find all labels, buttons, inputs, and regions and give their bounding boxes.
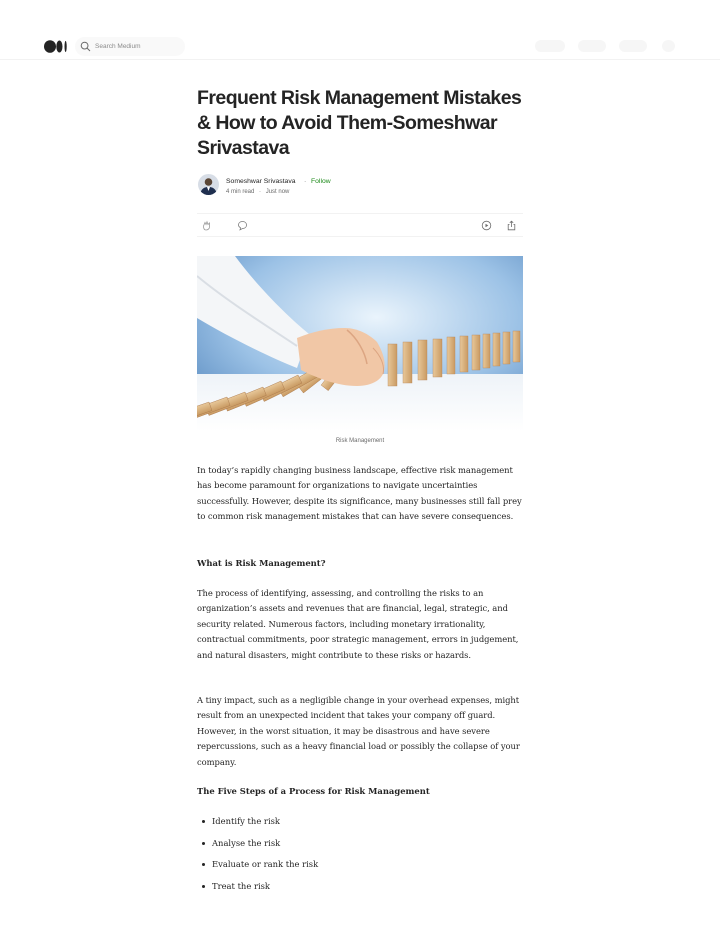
read-time: 4 min read <box>226 189 255 195</box>
play-icon[interactable] <box>481 220 492 231</box>
nav-placeholder-write[interactable] <box>535 40 565 52</box>
paragraph-definition: The process of identifying, assessing, and controlling the risks to an organization’s assets and revenues that are financial, legal, strategic, and security related. Numerous factors, including monetary irrationality, contractual commitments, poor strategic management, errors in judgement, and natural disasters, might contribute to these risks or hazards. <box>197 588 519 660</box>
share-icon[interactable] <box>506 220 517 231</box>
comment-icon[interactable] <box>237 220 248 231</box>
author-avatar-image <box>198 174 219 195</box>
image-caption: Risk Management <box>335 438 385 444</box>
clap-icon[interactable] <box>201 220 212 231</box>
dominoes-illustration <box>197 256 523 431</box>
medium-logo-icon[interactable] <box>44 40 68 53</box>
avatar[interactable] <box>198 174 219 195</box>
meta-separator: · <box>259 189 262 195</box>
list-item: Analyse the risk <box>197 836 523 858</box>
author-separator: · <box>304 178 307 185</box>
steps-list <box>197 814 523 900</box>
search-input[interactable]: Search Medium <box>95 43 141 50</box>
hero-image <box>197 256 523 431</box>
article-meta <box>226 188 289 197</box>
list-item: Evaluate or rank the risk <box>197 857 523 879</box>
heading-what-is-risk-management: What is Risk Management? <box>197 558 326 568</box>
search-bar[interactable] <box>75 37 185 56</box>
heading-five-steps: The Five Steps of a Process for Risk Management <box>197 786 430 796</box>
follow-button[interactable]: Follow <box>311 178 331 185</box>
paragraph-intro: In today’s rapidly changing business landscape, effective risk management has become paramount for organizations to navigate uncertainties successfully. However, despite its significance, many businesses still fall prey to common risk management mistakes that can have severe consequences. <box>197 465 522 522</box>
list-item: Identify the risk <box>197 814 523 836</box>
paragraph-impact: A tiny impact, such as a negligible change in your overhead expenses, might result from an unexpected incident that takes your company off guard. However, in the worst situation, it may be disastrous and have severe repercussions, such as a heavy financial load or possibly the collapse of your company. <box>197 695 520 767</box>
list-item: Treat the risk <box>197 879 523 901</box>
top-navigation <box>0 0 720 60</box>
nav-placeholder-avatar[interactable] <box>662 40 675 52</box>
publish-date: Just now <box>265 189 290 195</box>
nav-placeholder-signin[interactable] <box>619 40 647 52</box>
author-name[interactable]: Someshwar Srivastava <box>226 178 296 185</box>
search-icon <box>80 41 91 52</box>
article-actions <box>197 213 523 237</box>
article-title: Frequent Risk Management Mistakes & How to Avoid Them-Someshwar Srivastava <box>197 87 522 159</box>
nav-placeholder-signup[interactable] <box>578 40 606 52</box>
